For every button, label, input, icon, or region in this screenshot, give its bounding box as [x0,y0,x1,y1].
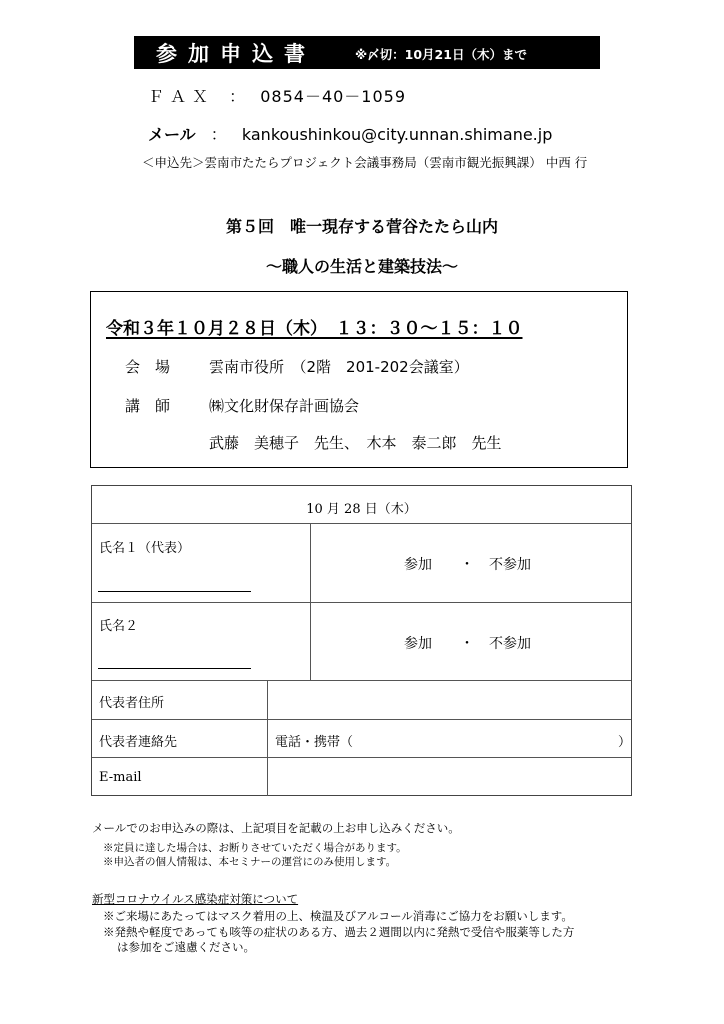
name1-label: 氏名１（代表） [99,541,191,556]
fax-label: ＦＡＸ [148,87,215,106]
covid-note-symptoms: ※発熱や軽度であっても咳等の症状のある方、過去２週間以内に発熱で受信や服薬等した方 [103,925,575,939]
table-divider [92,719,631,720]
lecturer-organization: ㈱文化財保存計画協会 [209,397,360,415]
mail-address[interactable]: kankoushinkou@city.unnan.shimane.jp [241,125,553,144]
venue-value: 雲南市役所 （2階 201-202会議室） [209,358,469,376]
address-field[interactable] [270,682,628,717]
name2-input-line[interactable] [98,668,251,669]
name1-absent-option[interactable]: 不参加 [489,557,531,573]
name2-absent-option[interactable]: 不参加 [489,636,531,652]
mail-separator: ： [210,125,227,144]
phone-field[interactable] [372,723,612,753]
form-date-header: 10 月 28 日（木） [306,502,417,517]
fax-number: 0854－40－1059 [260,87,407,106]
covid-note-symptoms-cont: は参加をご遠慮ください。 [117,940,255,954]
name2-attend-option[interactable]: 参加 [404,636,432,652]
contact-label: 代表者連絡先 [99,735,178,750]
fax-separator: ： [229,87,246,106]
fax-line [148,84,406,107]
table-divider [92,680,631,681]
event-info-box [90,291,628,468]
table-column-divider [267,680,268,796]
mail-application-note: メールでのお申込みの際は、上記項目を記載の上お申し込みください。 [92,821,460,835]
application-form-table [91,485,632,796]
table-divider [92,602,631,603]
name1-separator: ・ [460,557,474,573]
mail-line [148,122,552,145]
email-field[interactable] [270,760,628,794]
contact-line: ＜申込先＞雲南市たたらプロジェクト会議事務局（雲南市観光振興課） 中西 行 [142,155,588,170]
covid-heading: 新型コロナウイルス感染症対策について [92,892,299,906]
address-label: 代表者住所 [99,696,165,711]
name2-separator: ・ [460,636,474,652]
event-date: 令和３年１０月２８日（木） １３：３０～１５：１０ [106,319,523,339]
name2-label: 氏名２ [99,619,139,634]
capacity-note: ※定員に達した場合は、お断りさせていただく場合があります。 [103,842,407,854]
form-title: 参加申込書 [156,42,316,66]
name1-input-line[interactable] [98,591,251,592]
venue-label: 会 場 [125,358,171,376]
table-column-divider [310,523,311,680]
mail-label: メール [148,125,196,144]
event-title: 第５回 唯一現存する菅谷たたら山内 [225,217,498,236]
title-banner [134,36,600,69]
table-divider [92,523,631,524]
phone-label: 電話・携帯（ [275,735,354,750]
name1-attend-option[interactable]: 参加 [404,557,432,573]
covid-note-mask: ※ご来場にあたってはマスク着用の上、検温及びアルコール消毒にご協力をお願いします。 [103,909,573,923]
email-label: E-mail [99,770,142,785]
event-subtitle: ～職人の生活と建築技法～ [265,257,458,276]
deadline-text: ※〆切：10月21日（木）まで [355,47,527,62]
lecturer-label: 講 師 [125,397,171,415]
privacy-note: ※申込者の個人情報は、本セミナーの運営にのみ使用します。 [103,856,397,868]
table-divider [92,757,631,758]
lecturer-names: 武藤 美穂子 先生、 木本 泰二郎 先生 [209,434,502,452]
phone-close-paren: ） [618,735,632,750]
